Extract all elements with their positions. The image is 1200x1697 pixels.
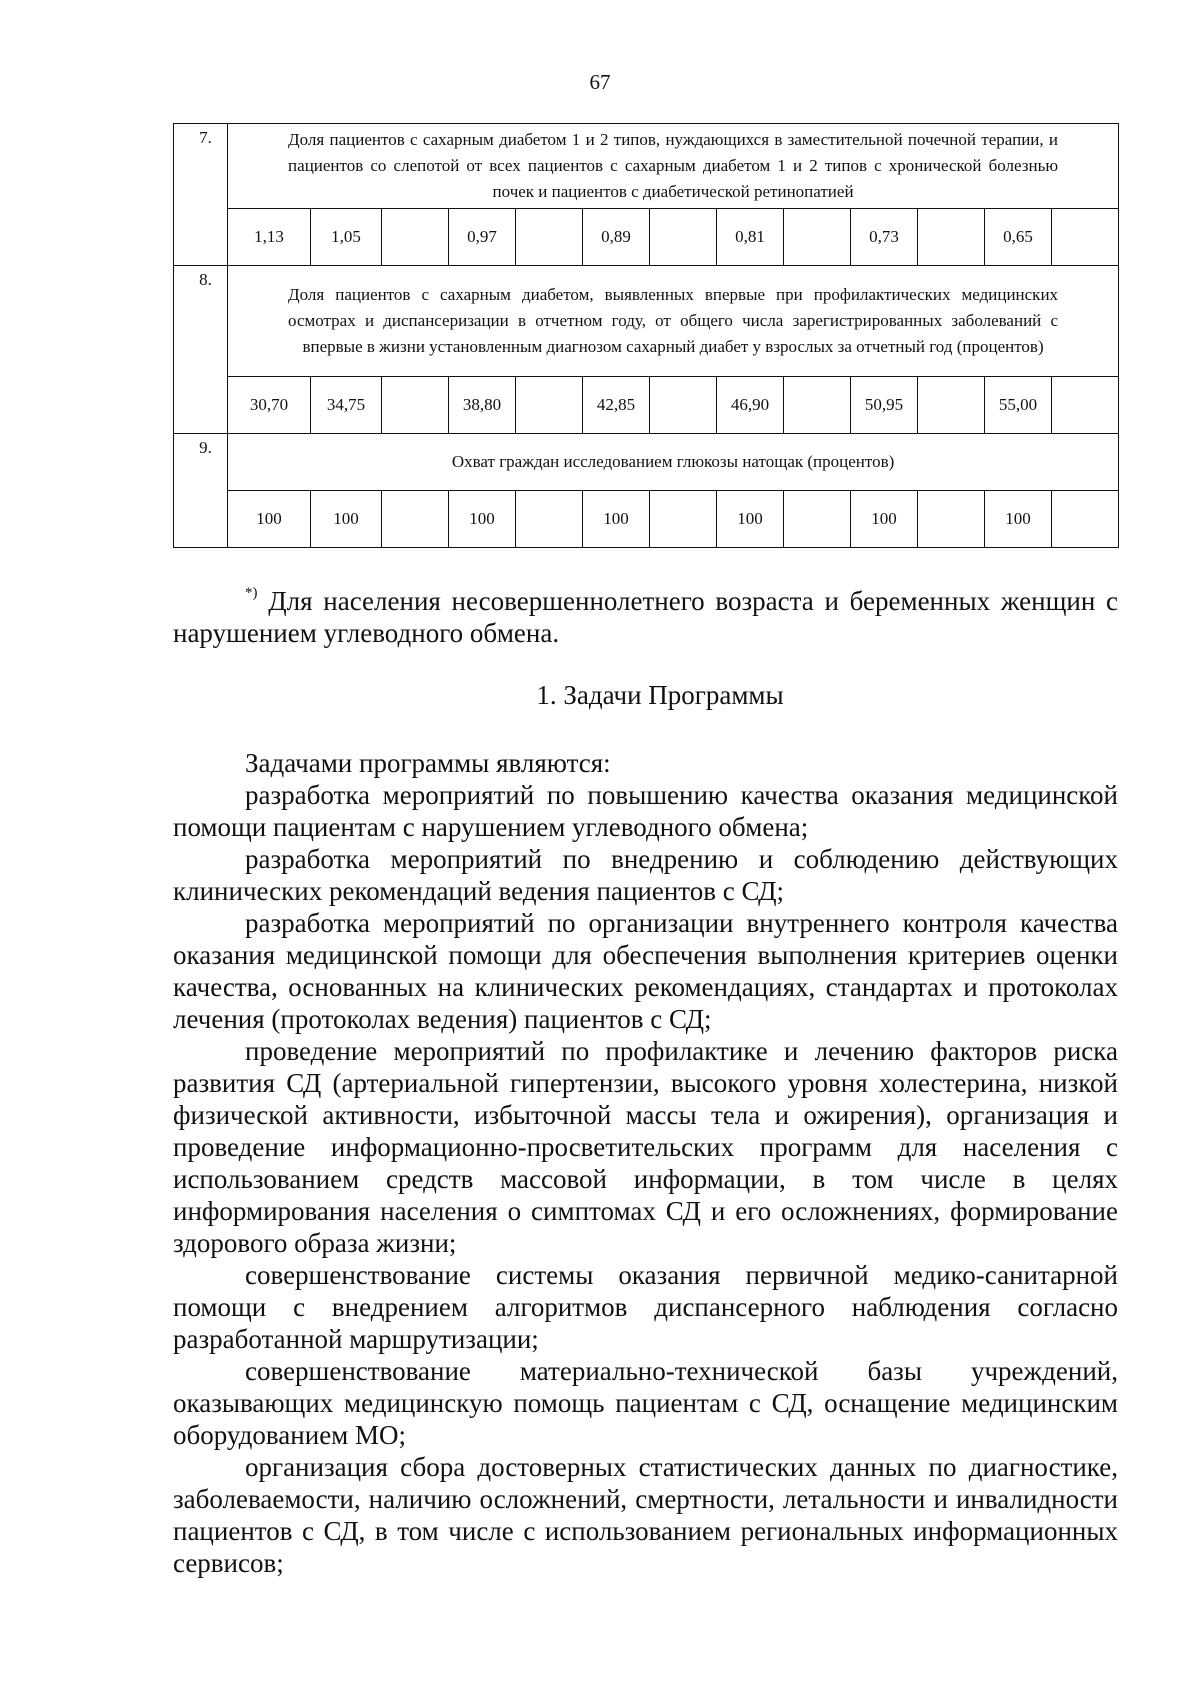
indicator-title-text: Охват граждан исследованием глюкозы натощак (процентов) bbox=[451, 452, 895, 471]
table-cell: 100 bbox=[449, 491, 516, 548]
table-cell: 0,81 bbox=[717, 209, 784, 266]
table-cell: 1,13 bbox=[228, 209, 311, 266]
table-cell: 100 bbox=[717, 491, 784, 548]
task-item: разработка мероприятий по организации внутреннего контроля качества оказания медицинской помощи для обеспечения выполнения критериев оценки качества, основанных на клинических рекомендациях, стандартах и протоколах лечения (протоколах ведения) пациентов с СД; bbox=[173, 908, 1118, 1034]
table-cell: 1,05 bbox=[311, 209, 382, 266]
table-row bbox=[174, 209, 1119, 266]
table-cell: 42,85 bbox=[583, 377, 650, 434]
table-cell bbox=[382, 209, 449, 266]
table-cell: 100 bbox=[985, 491, 1052, 548]
table-row bbox=[174, 491, 1119, 548]
table-cell bbox=[516, 209, 583, 266]
table-cell: 0,89 bbox=[583, 209, 650, 266]
table-cell: 100 bbox=[228, 491, 311, 548]
table-cell bbox=[918, 377, 985, 434]
table-cell bbox=[918, 209, 985, 266]
row-number: 7. bbox=[174, 124, 228, 266]
task-item: разработка мероприятий по повышению качества оказания медицинской помощи пациентам с нарушением углеводного обмена; bbox=[173, 780, 1118, 842]
table-cell bbox=[516, 491, 583, 548]
indicator-title bbox=[228, 266, 1119, 377]
table-row bbox=[174, 266, 1119, 377]
table-cell bbox=[1052, 491, 1119, 548]
table-cell: 30,70 bbox=[228, 377, 311, 434]
table-cell: 100 bbox=[851, 491, 918, 548]
footnote-text: Для населения несовершеннолетнего возраста и беременных женщин с нарушением углеводного обмена. bbox=[173, 586, 1118, 648]
task-item: разработка мероприятий по внедрению и соблюдению действующих клинических рекомендаций ведения пациентов с СД; bbox=[173, 844, 1118, 906]
tasks-intro: Задачами программы являются: bbox=[245, 748, 611, 778]
table-cell: 100 bbox=[311, 491, 382, 548]
table-cell bbox=[650, 491, 717, 548]
page-number: 67 bbox=[589, 70, 611, 94]
table-cell bbox=[650, 377, 717, 434]
table-cell: 100 bbox=[583, 491, 650, 548]
footnote bbox=[173, 585, 1118, 649]
section-heading: 1. Задачи Программы bbox=[536, 680, 784, 710]
indicator-title-text: Доля пациентов с сахарным диабетом 1 и 2 типов, нуждающихся в заместительной почечной терапии, и пациентов со слепотой от всех пациентов с сахарным диабетом 1 и 2 типов с хронической болезнью почек и пациентов с диабетической ретинопатией bbox=[288, 130, 1059, 201]
table-cell: 34,75 bbox=[311, 377, 382, 434]
footnote-paragraph bbox=[173, 585, 1118, 649]
table-cell bbox=[382, 377, 449, 434]
table-cell bbox=[1052, 377, 1119, 434]
table-cell bbox=[784, 209, 851, 266]
indicator-title bbox=[228, 434, 1119, 491]
task-item: проведение мероприятий по профилактике и лечению факторов риска развития СД (артериальной гипертензии, высокого уровня холестерина, низкой физической активности, избыточной массы тела и ожирения), организация и проведение информационно-просветительских программ для населения с использованием средств массовой информации, в том числе в целях информирования населения о симптомах СД и его осложнениях, формирование здорового образа жизни; bbox=[173, 1036, 1118, 1258]
task-item: организация сбора достоверных статистических данных по диагностике, заболеваемости, наличию осложнений, смертности, летальности и инвалидности пациентов с СД, в том числе с использованием региональных информационных сервисов; bbox=[173, 1452, 1118, 1578]
table-cell bbox=[1052, 209, 1119, 266]
table-cell bbox=[918, 491, 985, 548]
row-number: 8. bbox=[174, 266, 228, 434]
footnote-marker: *) bbox=[245, 585, 258, 601]
indicator-title-text: Доля пациентов с сахарным диабетом, выявленных впервые при профилактических медицинских осмотрах и диспансеризации в отчетном году, от общего числа зарегистрированных заболеваний с впервые в жизни установленным диагнозом сахарный диабет у взрослых за отчетный год (процентов) bbox=[288, 285, 1059, 356]
row-number: 9. bbox=[174, 434, 228, 548]
table-cell: 55,00 bbox=[985, 377, 1052, 434]
table-row bbox=[174, 124, 1119, 209]
table-cell: 50,95 bbox=[851, 377, 918, 434]
table-cell: 46,90 bbox=[717, 377, 784, 434]
tasks-section bbox=[173, 747, 1118, 1579]
indicators-table bbox=[173, 123, 1119, 548]
table-cell bbox=[650, 209, 717, 266]
table-cell: 0,65 bbox=[985, 209, 1052, 266]
table-cell bbox=[784, 491, 851, 548]
table-row bbox=[174, 434, 1119, 491]
table-cell: 0,97 bbox=[449, 209, 516, 266]
table-cell: 0,73 bbox=[851, 209, 918, 266]
table-row bbox=[174, 377, 1119, 434]
table-cell bbox=[516, 377, 583, 434]
table-cell: 38,80 bbox=[449, 377, 516, 434]
indicator-title bbox=[228, 124, 1119, 209]
task-item: совершенствование материально-технической базы учреждений, оказывающих медицинскую помощь пациентам с СД, оснащение медицинским оборудованием МО; bbox=[173, 1356, 1118, 1450]
task-item: совершенствование системы оказания первичной медико-санитарной помощи с внедрением алгоритмов диспансерного наблюдения согласно разработанной маршрутизации; bbox=[173, 1260, 1118, 1354]
table-cell bbox=[382, 491, 449, 548]
table-cell bbox=[784, 377, 851, 434]
